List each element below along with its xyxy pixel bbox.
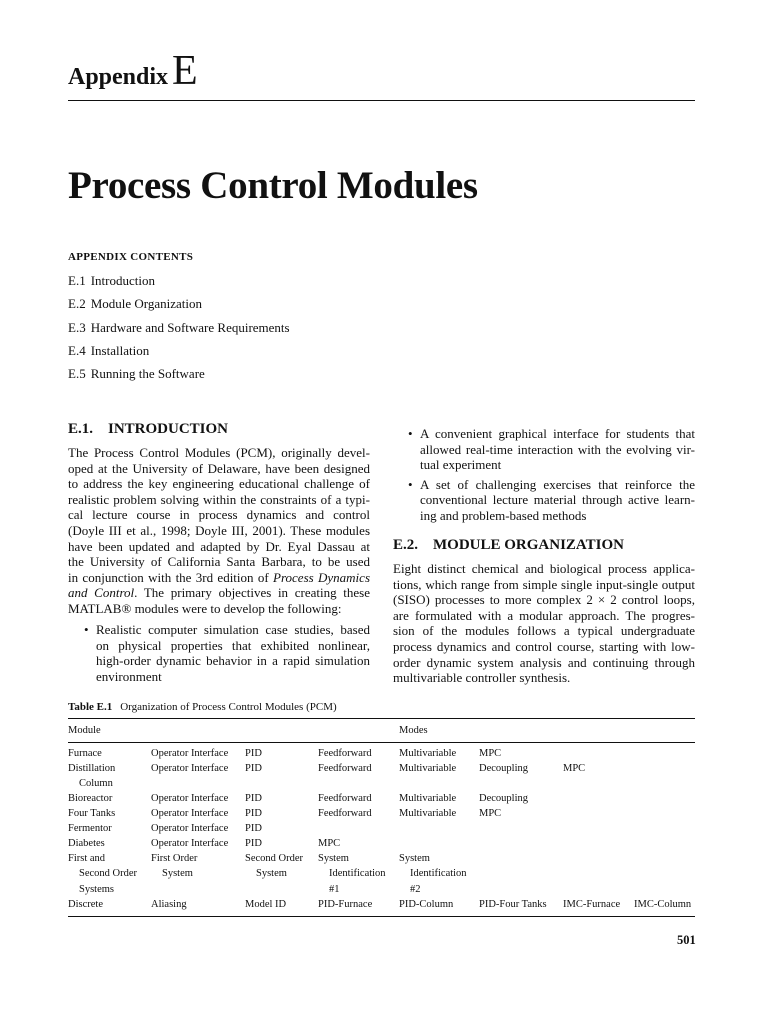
table-cell: MPC bbox=[479, 748, 502, 759]
table-cell: Model ID bbox=[245, 899, 287, 910]
table-cell: Operator Interface bbox=[151, 763, 229, 774]
intro-left-bullet-line: on physical properties that exhibited nonlinear, bbox=[96, 637, 370, 653]
intro-right-bullet-line: allowed real-time interaction with the evolving vir- bbox=[420, 441, 695, 457]
intro-line: have been updated and adapted by Dr. Eyal Dassau at bbox=[68, 538, 370, 554]
table-cell: Identification bbox=[329, 868, 386, 880]
appendix-word: Appendix bbox=[68, 64, 169, 90]
intro-right-bullet-line: tual experiment bbox=[420, 457, 502, 473]
intro-paragraph bbox=[68, 445, 370, 617]
table-cell: Multivariable bbox=[399, 748, 457, 759]
contents-item-label: Module Organization bbox=[90, 296, 203, 312]
table-cell: Second Order bbox=[79, 868, 138, 880]
table-caption-text: Organization of Process Control Modules (PCM) bbox=[120, 701, 337, 713]
table-caption bbox=[68, 701, 337, 713]
module-org-line: (SISO) processes to more complex 2 × 2 control loops, bbox=[393, 592, 695, 608]
table-cell: Feedforward bbox=[318, 808, 372, 819]
table-cell: Operator Interface bbox=[151, 793, 229, 804]
contents-heading: APPENDIX CONTENTS bbox=[68, 251, 194, 263]
module-org-line: process dynamics and control course, starting with low- bbox=[393, 638, 695, 654]
table-cell: Multivariable bbox=[399, 793, 457, 804]
contents-item bbox=[68, 296, 290, 312]
intro-left-bullet-line: Realistic computer simulation case studies, based bbox=[96, 622, 370, 637]
appendix-letter: E bbox=[172, 48, 198, 94]
table-cell: PID bbox=[245, 823, 262, 834]
table-cell: PID bbox=[245, 808, 262, 819]
table-cell: Multivariable bbox=[399, 808, 457, 819]
table-cell: Decoupling bbox=[479, 793, 528, 804]
intro-line-10: and Control. The primary objectives in creating these bbox=[68, 585, 370, 601]
table-cell: Bioreactor bbox=[68, 793, 113, 804]
table-cell: Operator Interface bbox=[151, 748, 229, 759]
table-cell: PID bbox=[245, 793, 262, 804]
table-cell: Feedforward bbox=[318, 763, 372, 774]
table-cell: Operator Interface bbox=[151, 838, 229, 849]
contents-item-number: E.1 bbox=[68, 273, 86, 288]
table-cell: System bbox=[318, 853, 349, 864]
table-cell: MPC bbox=[318, 838, 341, 849]
table-cell: IMC-Furnace bbox=[563, 899, 621, 910]
module-org-line: are formulated with a modular approach. The progres- bbox=[393, 607, 695, 623]
table-label: Table E.1 bbox=[68, 701, 113, 713]
module-org-heading bbox=[393, 537, 624, 554]
table-cell: #2 bbox=[410, 883, 421, 895]
table-cell: Decoupling bbox=[479, 763, 528, 774]
contents-item-label: Introduction bbox=[90, 273, 155, 288]
table-cell: Multivariable bbox=[399, 763, 457, 774]
table-bottom-rule bbox=[68, 916, 695, 917]
contents-item-label: Installation bbox=[90, 342, 150, 358]
intro-left-bullet bbox=[80, 622, 370, 684]
intro-heading-number: E.1. bbox=[68, 421, 94, 437]
intro-right-bullet-line: ing and problem-based methods bbox=[420, 507, 587, 523]
contents-item-number: E.4 bbox=[68, 342, 86, 358]
table-cell: Furnace bbox=[68, 748, 102, 759]
table-top-rule bbox=[68, 718, 695, 719]
table-cell: PID bbox=[245, 748, 262, 759]
contents-item-label: Hardware and Software Requirements bbox=[90, 319, 290, 335]
table-cell: PID-Four Tanks bbox=[479, 899, 547, 910]
intro-right-bullet-line: A convenient graphical interface for students that bbox=[420, 426, 695, 441]
bullet-dot: • bbox=[408, 476, 413, 492]
module-org-line: order dynamic system analysis and continuing through bbox=[393, 654, 695, 670]
contents-item bbox=[68, 366, 290, 382]
table-cell: Fermentor bbox=[68, 823, 112, 834]
table-cell: MPC bbox=[563, 763, 586, 774]
intro-heading bbox=[68, 421, 228, 438]
table-cell: Aliasing bbox=[151, 899, 187, 910]
intro-line: oped at the University of Delaware, have been designed bbox=[68, 460, 370, 476]
intro-line-9: in conjunction with the 3rd edition of Process Dynamics bbox=[68, 569, 371, 585]
intro-line: the University of California Santa Barbara, to be used bbox=[68, 554, 370, 570]
table-cell: First Order bbox=[151, 853, 198, 864]
table-cell: PID-Column bbox=[399, 899, 454, 910]
appendix-heading bbox=[68, 50, 198, 94]
table-cell: Operator Interface bbox=[151, 823, 229, 834]
intro-bullets-right bbox=[404, 426, 695, 524]
intro-bullets-left bbox=[80, 622, 370, 684]
table-header-modes: Modes bbox=[399, 725, 428, 736]
module-org-line: multivariable controller synthesis. bbox=[393, 670, 571, 686]
table-cell: Diabetes bbox=[68, 838, 105, 849]
bullet-dot: • bbox=[408, 426, 413, 441]
table-cell: System bbox=[399, 853, 430, 864]
intro-line: (Doyle III et al., 1998; Doyle III, 2001). These modules bbox=[68, 522, 370, 538]
chapter-title: Process Control Modules bbox=[68, 164, 478, 207]
table-cell: Discrete bbox=[68, 899, 103, 910]
intro-right-bullet-line: A set of challenging exercises that reinforce the bbox=[420, 476, 695, 492]
module-org-heading-number: E.2. bbox=[393, 537, 419, 553]
table-cell: System bbox=[256, 868, 287, 880]
page-number: 501 bbox=[677, 933, 696, 947]
header-rule bbox=[68, 100, 695, 101]
table-cell: PID bbox=[245, 763, 262, 774]
module-org-line: tions, which range from simple single input-single output bbox=[393, 576, 695, 592]
contents-item bbox=[68, 273, 290, 289]
bullet-dot: • bbox=[84, 622, 89, 637]
table-cell: Feedforward bbox=[318, 748, 372, 759]
table-cell: Column bbox=[79, 778, 113, 790]
intro-line: realistic problem solving within the constraints of a typi- bbox=[68, 491, 370, 507]
intro-line: The Process Control Modules (PCM), originally devel- bbox=[68, 445, 370, 460]
module-org-line: Eight distinct chemical and biological process applica- bbox=[393, 561, 695, 576]
intro-right-bullet bbox=[404, 477, 695, 524]
intro-heading-title: INTRODUCTION bbox=[108, 421, 229, 437]
intro-right-bullet-line: conventional lecture material through active learn- bbox=[420, 492, 695, 508]
module-org-paragraph bbox=[393, 561, 695, 686]
table-cell: Second Order bbox=[245, 853, 304, 864]
intro-line: cal lecture course in process dynamics and control bbox=[68, 507, 370, 523]
table-cell: Feedforward bbox=[318, 793, 372, 804]
table-header-rule bbox=[68, 742, 695, 743]
module-org-line: sion of the modules follows a typical undergraduate bbox=[393, 623, 695, 639]
table-cell: IMC-Column bbox=[634, 899, 692, 910]
table-cell: PID-Furnace bbox=[318, 899, 373, 910]
table-cell: System bbox=[162, 868, 193, 880]
intro-right-bullet bbox=[404, 426, 695, 473]
contents-item bbox=[68, 320, 290, 336]
table-cell: MPC bbox=[479, 808, 502, 819]
table-header-module: Module bbox=[68, 725, 101, 736]
table-cell: Operator Interface bbox=[151, 808, 229, 819]
intro-line-11: MATLAB® modules were to develop the following: bbox=[68, 600, 342, 616]
table-cell: Systems bbox=[79, 883, 115, 895]
table-cell: Four Tanks bbox=[68, 808, 116, 819]
table-cell: Identification bbox=[410, 868, 467, 880]
module-org-heading-title: MODULE ORGANIZATION bbox=[433, 537, 624, 553]
intro-left-bullet-line: environment bbox=[96, 668, 162, 684]
contents-item-number: E.2 bbox=[68, 296, 86, 312]
contents-item-label: Running the Software bbox=[90, 366, 205, 382]
contents-item bbox=[68, 343, 290, 359]
contents-item-number: E.5 bbox=[68, 366, 86, 382]
contents-list bbox=[68, 273, 290, 389]
table-cell: First and bbox=[68, 853, 106, 864]
table-cell: Distillation bbox=[68, 763, 116, 774]
intro-line: to address the key engineering educational challenge of bbox=[68, 476, 370, 492]
table-cell: #1 bbox=[329, 883, 340, 895]
table-cell: PID bbox=[245, 838, 262, 849]
contents-item-number: E.3 bbox=[68, 319, 86, 335]
intro-left-bullet-line: high-order dynamic behavior in a rapid simulation bbox=[96, 653, 370, 669]
